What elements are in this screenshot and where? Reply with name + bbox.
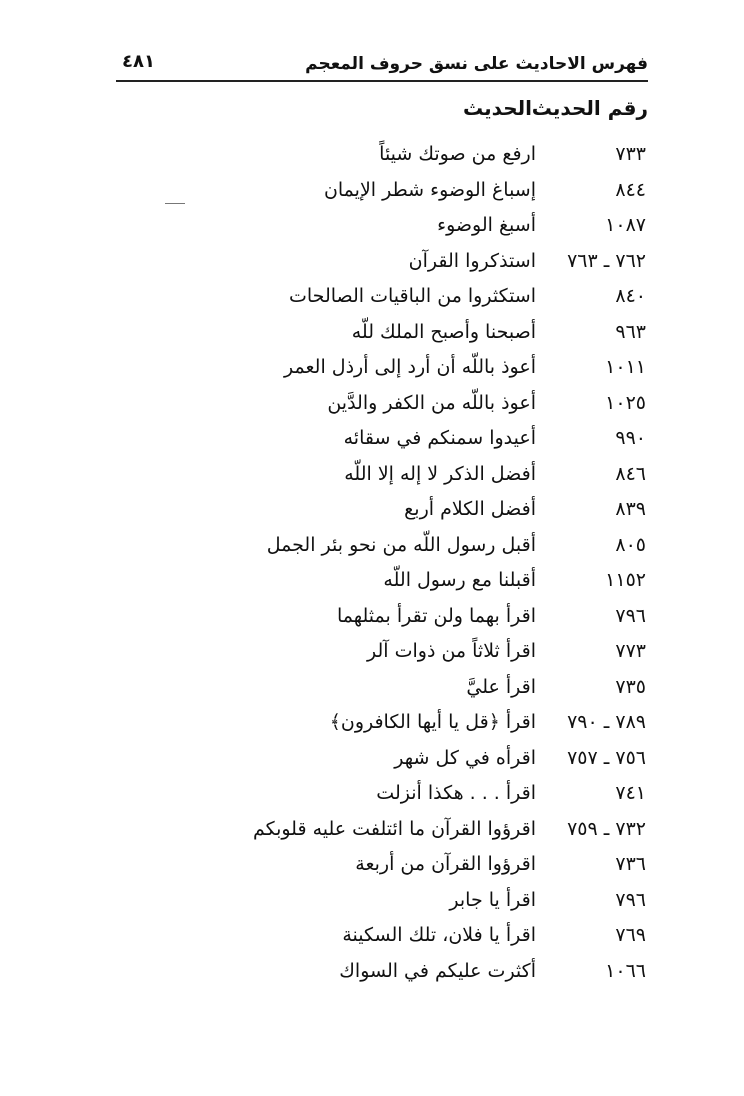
index-entry (116, 569, 648, 605)
hadith-number: ١٠٨٧ (605, 214, 646, 236)
hadith-number: ١٠٢٥ (605, 391, 646, 414)
index-entry (116, 711, 648, 747)
hadith-text: اقرأ ثلاثاً من ذوات آلر (367, 640, 536, 662)
hadith-number: ٧٧٣ (615, 640, 646, 662)
index-entry (116, 676, 648, 712)
hadith-text: ارفع من صوتك شيئاً (379, 143, 536, 165)
index-entry (116, 427, 648, 463)
hadith-text: اقرأ يا جابر (449, 888, 536, 911)
index-entry (116, 747, 648, 783)
hadith-number: ٨٤٠ (615, 285, 646, 307)
hadith-text: أعيدوا سمنكم في سقائه (343, 427, 536, 449)
hadith-number: ٧٦٢ ـ ٧٦٣ (567, 249, 646, 272)
hadith-number: ٨٤٤ (615, 178, 646, 201)
index-entry (116, 853, 648, 889)
hadith-text: أقبلنا مع رسول اللّه (383, 569, 536, 591)
index-entry (116, 818, 648, 854)
hadith-text: إسباغ الوضوء شطر الإيمان (323, 178, 536, 201)
index-entry (116, 250, 648, 286)
hadith-text: أقبل رسول اللّه من نحو بئر الجمل (266, 533, 536, 556)
hadith-number: ٧٦٩ (615, 924, 646, 946)
index-entry (116, 782, 648, 818)
hadith-text: أصبحنا وأصبح الملك للّه (351, 320, 536, 343)
index-entry (116, 143, 648, 179)
index-entry (116, 960, 648, 996)
index-entry (116, 214, 648, 250)
hadith-text: أفضل الكلام أربع (404, 498, 536, 520)
index-entry (116, 605, 648, 641)
page-number: ٤٨١ (122, 51, 155, 72)
hadith-text: أسبغ الوضوء (437, 214, 536, 236)
hadith-text: استذكروا القرآن (408, 249, 536, 272)
index-entry (116, 463, 648, 499)
hadith-number: ٧٨٩ ـ ٧٩٠ (567, 711, 646, 733)
hadith-number: ٧٤١ (615, 782, 646, 804)
hadith-text: اقرأ يا فلان، تلك السكينة (342, 924, 536, 946)
hadith-text: استكثروا من الباقيات الصالحات (289, 285, 536, 307)
page-header (116, 40, 648, 82)
hadith-number: ٧٣٢ ـ ٧٥٩ (567, 817, 646, 840)
index-entry (116, 321, 648, 357)
index-entry (116, 534, 648, 570)
index-entry (116, 392, 648, 428)
index-entry (116, 924, 648, 960)
hadith-text: أكثرت عليكم في السواك (339, 959, 536, 982)
number-column-header: رقم الحديث (531, 96, 648, 120)
hadith-number: ٧٥٦ ـ ٧٥٧ (567, 746, 646, 769)
hadith-number: ١١٥٢ (605, 569, 646, 591)
hadith-column-header: الحديث (462, 96, 532, 120)
hadith-number: ١٠٦٦ (605, 959, 646, 982)
hadith-text: اقرأ ﴿قل يا أيها الكافرون﴾ (329, 711, 536, 733)
index-entry (116, 640, 648, 676)
hadith-text: اقرأه في كل شهر (394, 746, 536, 769)
hadith-text: أعوذ باللّه من الكفر والدَّين (327, 391, 536, 414)
index-entry (116, 498, 648, 534)
hadith-number: ٨٠٥ (615, 533, 646, 556)
hadith-text: أفضل الذكر لا إله إلا اللّه (344, 462, 536, 485)
hadith-text: اقرؤوا القرآن من أربعة (355, 853, 536, 875)
hadith-text: اقرأ بهما ولن تقرأ بمثلهما (336, 604, 536, 627)
hadith-number: ٩٩٠ (615, 427, 646, 449)
hadith-number: ٧٩٦ (615, 888, 646, 911)
hadith-number: ٩٦٣ (615, 320, 646, 343)
hadith-text: اقرأ . . . هكذا أنزلت (376, 782, 536, 804)
hadith-number: ٧٣٥ (615, 675, 646, 698)
index-entry (116, 356, 648, 392)
hadith-number: ٧٣٣ (615, 143, 646, 165)
running-title: فهرس الاحاديث على نسق حروف المعجم (305, 54, 648, 74)
hadith-text: اقرؤوا القرآن ما ائتلفت عليه قلوبكم (252, 817, 536, 840)
hadith-text: أعوذ باللّه أن أرد إلى أرذل العمر (284, 356, 536, 378)
hadith-number: ١٠١١ (605, 356, 646, 378)
index-entry (116, 285, 648, 321)
hadith-text: اقرأ عليَّ (466, 675, 536, 698)
hadith-number: ٨٤٦ (615, 462, 646, 485)
index-entry (116, 889, 648, 925)
hadith-number: ٨٣٩ (615, 498, 646, 520)
column-headers (116, 96, 648, 132)
hadith-number: ٧٩٦ (615, 604, 646, 627)
hadith-index-list (116, 143, 648, 995)
index-entry (116, 179, 648, 215)
hadith-number: ٧٣٦ (615, 853, 646, 875)
